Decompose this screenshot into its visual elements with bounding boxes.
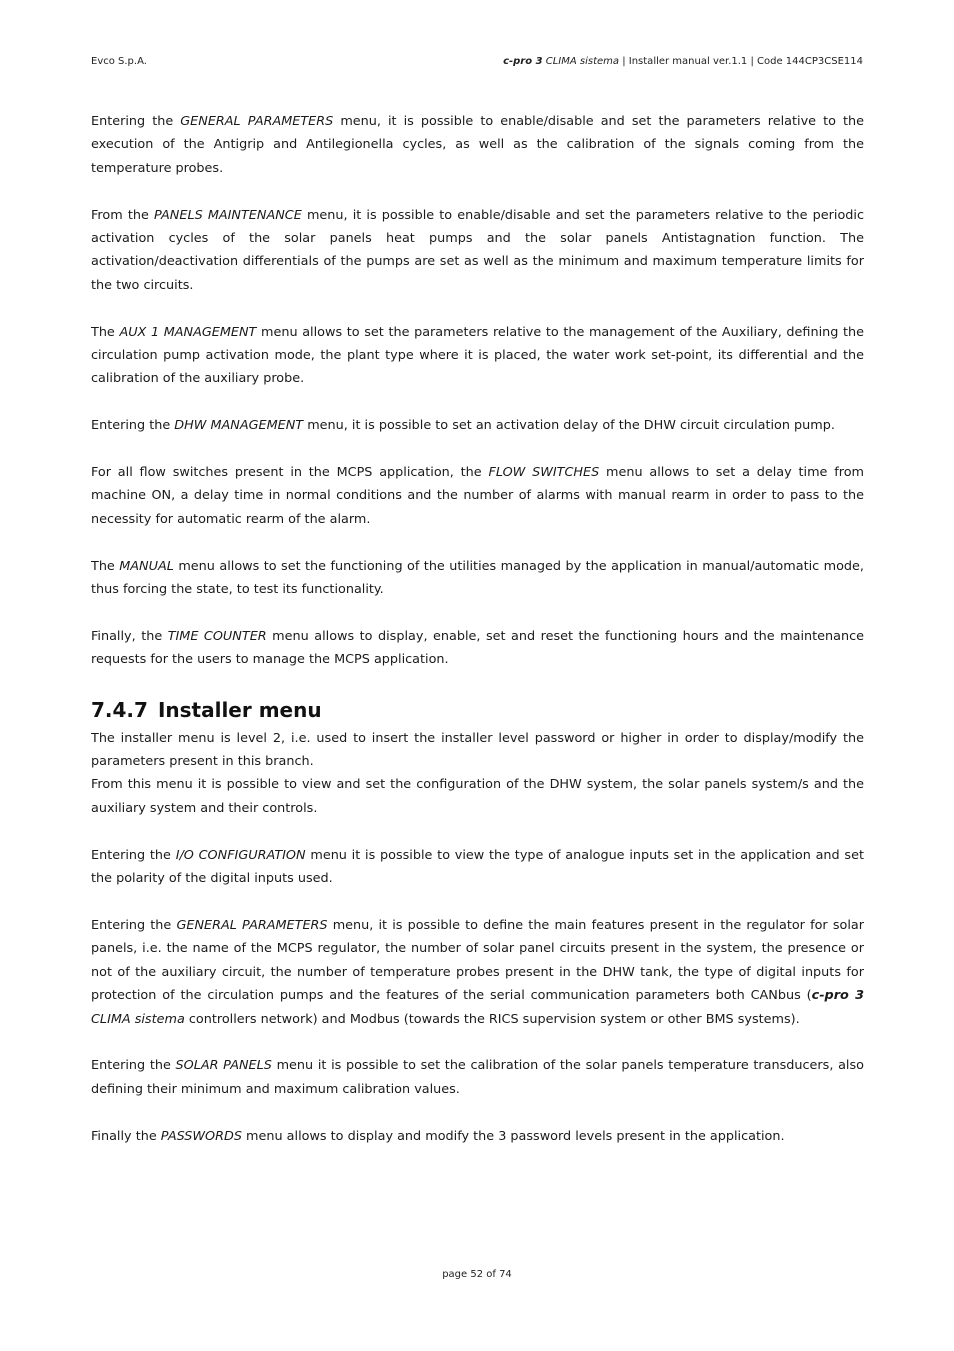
product-name-italic: CLIMA sistema <box>91 1011 185 1027</box>
text: Entering the <box>91 114 181 129</box>
menu-term: TIME COUNTER <box>167 628 267 644</box>
paragraph-general-parameters <box>91 110 864 180</box>
menu-term: GENERAL PARAMETERS <box>180 114 334 129</box>
paragraph-installer-overview: From this menu it is possible to view and set the configuration of the DHW system, the solar panels system/s and the auxiliary system and their controls. <box>91 777 864 816</box>
menu-term: MANUAL <box>119 558 174 574</box>
paragraph-manual <box>91 555 864 602</box>
text: Entering the <box>91 418 175 434</box>
menu-term: PANELS MAINTENANCE <box>153 207 302 223</box>
company-name: Evco S.p.A. <box>91 56 147 67</box>
paragraph-installer-general-parameters <box>91 914 864 1031</box>
text: Entering the <box>91 1058 176 1074</box>
text: menu, it is possible to set an activation delay of the DHW circuit circulation pump. <box>303 418 835 434</box>
menu-term: PASSWORDS <box>160 1128 242 1144</box>
paragraph-aux-management <box>91 321 864 391</box>
menu-term: GENERAL PARAMETERS <box>176 917 328 933</box>
text: From the <box>91 207 154 223</box>
page-body <box>91 110 864 1171</box>
text: menu, it is possible to enable/disable and set the parameters relative to the periodic activation cycles of the solar panels heat pumps and the solar panels Antistagnation function. The activation/deactivation differentials of the pumps are set as well as the minimum and maximum temperature limits for the two circuits. <box>91 207 865 293</box>
paragraph-dhw-management <box>91 414 864 437</box>
product-name-bold: c-pro 3 <box>503 56 543 67</box>
product-name-italic: CLIMA sistema <box>545 56 620 67</box>
text: menu allows to display and modify the 3 password levels present in the application. <box>241 1128 785 1144</box>
text: Finally the <box>91 1128 161 1144</box>
text: menu, it is possible to define the main features present in the regulator for solar panels, i.e. the name of the MCPS regulator, the number of solar panel circuits present in the system, the presence or not of the auxiliary circuit, the number of temperature probes present in the DHW tank, the type of digital inputs for protection of the circulation pumps and the features of the serial communication parameters both CANbus ( <box>91 917 864 1004</box>
text: Entering the <box>91 847 176 863</box>
text: menu it is possible to view the type of analogue inputs set in the application and set the polarity of the digital inputs used. <box>91 847 864 887</box>
text: Finally, the <box>91 628 168 644</box>
page-number: page 52 of 74 <box>442 1269 512 1280</box>
text: menu, it is possible to enable/disable and set the parameters relative to the execution of the Antigrip and Antilegionella cycles, as well as the calibration of the signals coming from the temperature probes. <box>91 114 864 176</box>
document-info <box>503 55 863 69</box>
menu-term: I/O CONFIGURATION <box>175 847 306 863</box>
menu-term: SOLAR PANELS <box>175 1058 272 1074</box>
text: Entering the <box>91 917 177 933</box>
text: menu it is possible to set the calibration of the solar panels temperature transducers, also defining their minimum and maximum calibration values. <box>91 1058 864 1097</box>
menu-term: FLOW SWITCHES <box>488 465 600 481</box>
paragraph-panels-maintenance <box>91 204 864 298</box>
text: For all flow switches present in the MCPS application, the <box>91 465 489 481</box>
text: menu allows to set a delay time from machine ON, a delay time in normal conditions and the number of alarms with manual rearm in order to pass to the necessity for automatic rearm of the alarm. <box>91 465 864 527</box>
menu-term: AUX 1 MANAGEMENT <box>119 324 257 340</box>
menu-term: DHW MANAGEMENT <box>174 418 304 434</box>
text: menu allows to display, enable, set and reset the functioning hours and the maintenance requests for the users to manage the MCPS application. <box>91 628 864 668</box>
section-title: Installer menu <box>157 697 322 722</box>
product-name-bold: c-pro 3 <box>811 988 864 1004</box>
paragraph-passwords <box>91 1125 864 1148</box>
text: The <box>91 558 120 574</box>
manual-code: | Installer manual ver.1.1 | Code 144CP3CSE114 <box>622 56 863 67</box>
section-number: 7.4.7 <box>91 697 148 722</box>
paragraph-io-configuration <box>91 844 864 891</box>
text: menu allows to set the functioning of the utilities managed by the application in manual/automatic mode, thus forcing the state, to test its functionality. <box>91 558 864 598</box>
text: controllers network) and Modbus (towards the RICS supervision system or other BMS systems). <box>184 1011 800 1027</box>
paragraph-solar-panels <box>91 1054 864 1101</box>
paragraph-time-counter <box>91 625 864 672</box>
section-heading <box>91 697 864 723</box>
paragraph-flow-switches <box>91 461 864 531</box>
paragraph-installer-intro: The installer menu is level 2, i.e. used to insert the installer level password or higher in order to display/modify the parameters present in this branch. <box>91 730 864 770</box>
text: The <box>91 324 120 340</box>
text: menu allows to set the parameters relative to the management of the Auxiliary, defining the circulation pump activation mode, the plant type where it is placed, the water work set-point, its differential and the calibration of the auxiliary probe. <box>91 324 864 387</box>
